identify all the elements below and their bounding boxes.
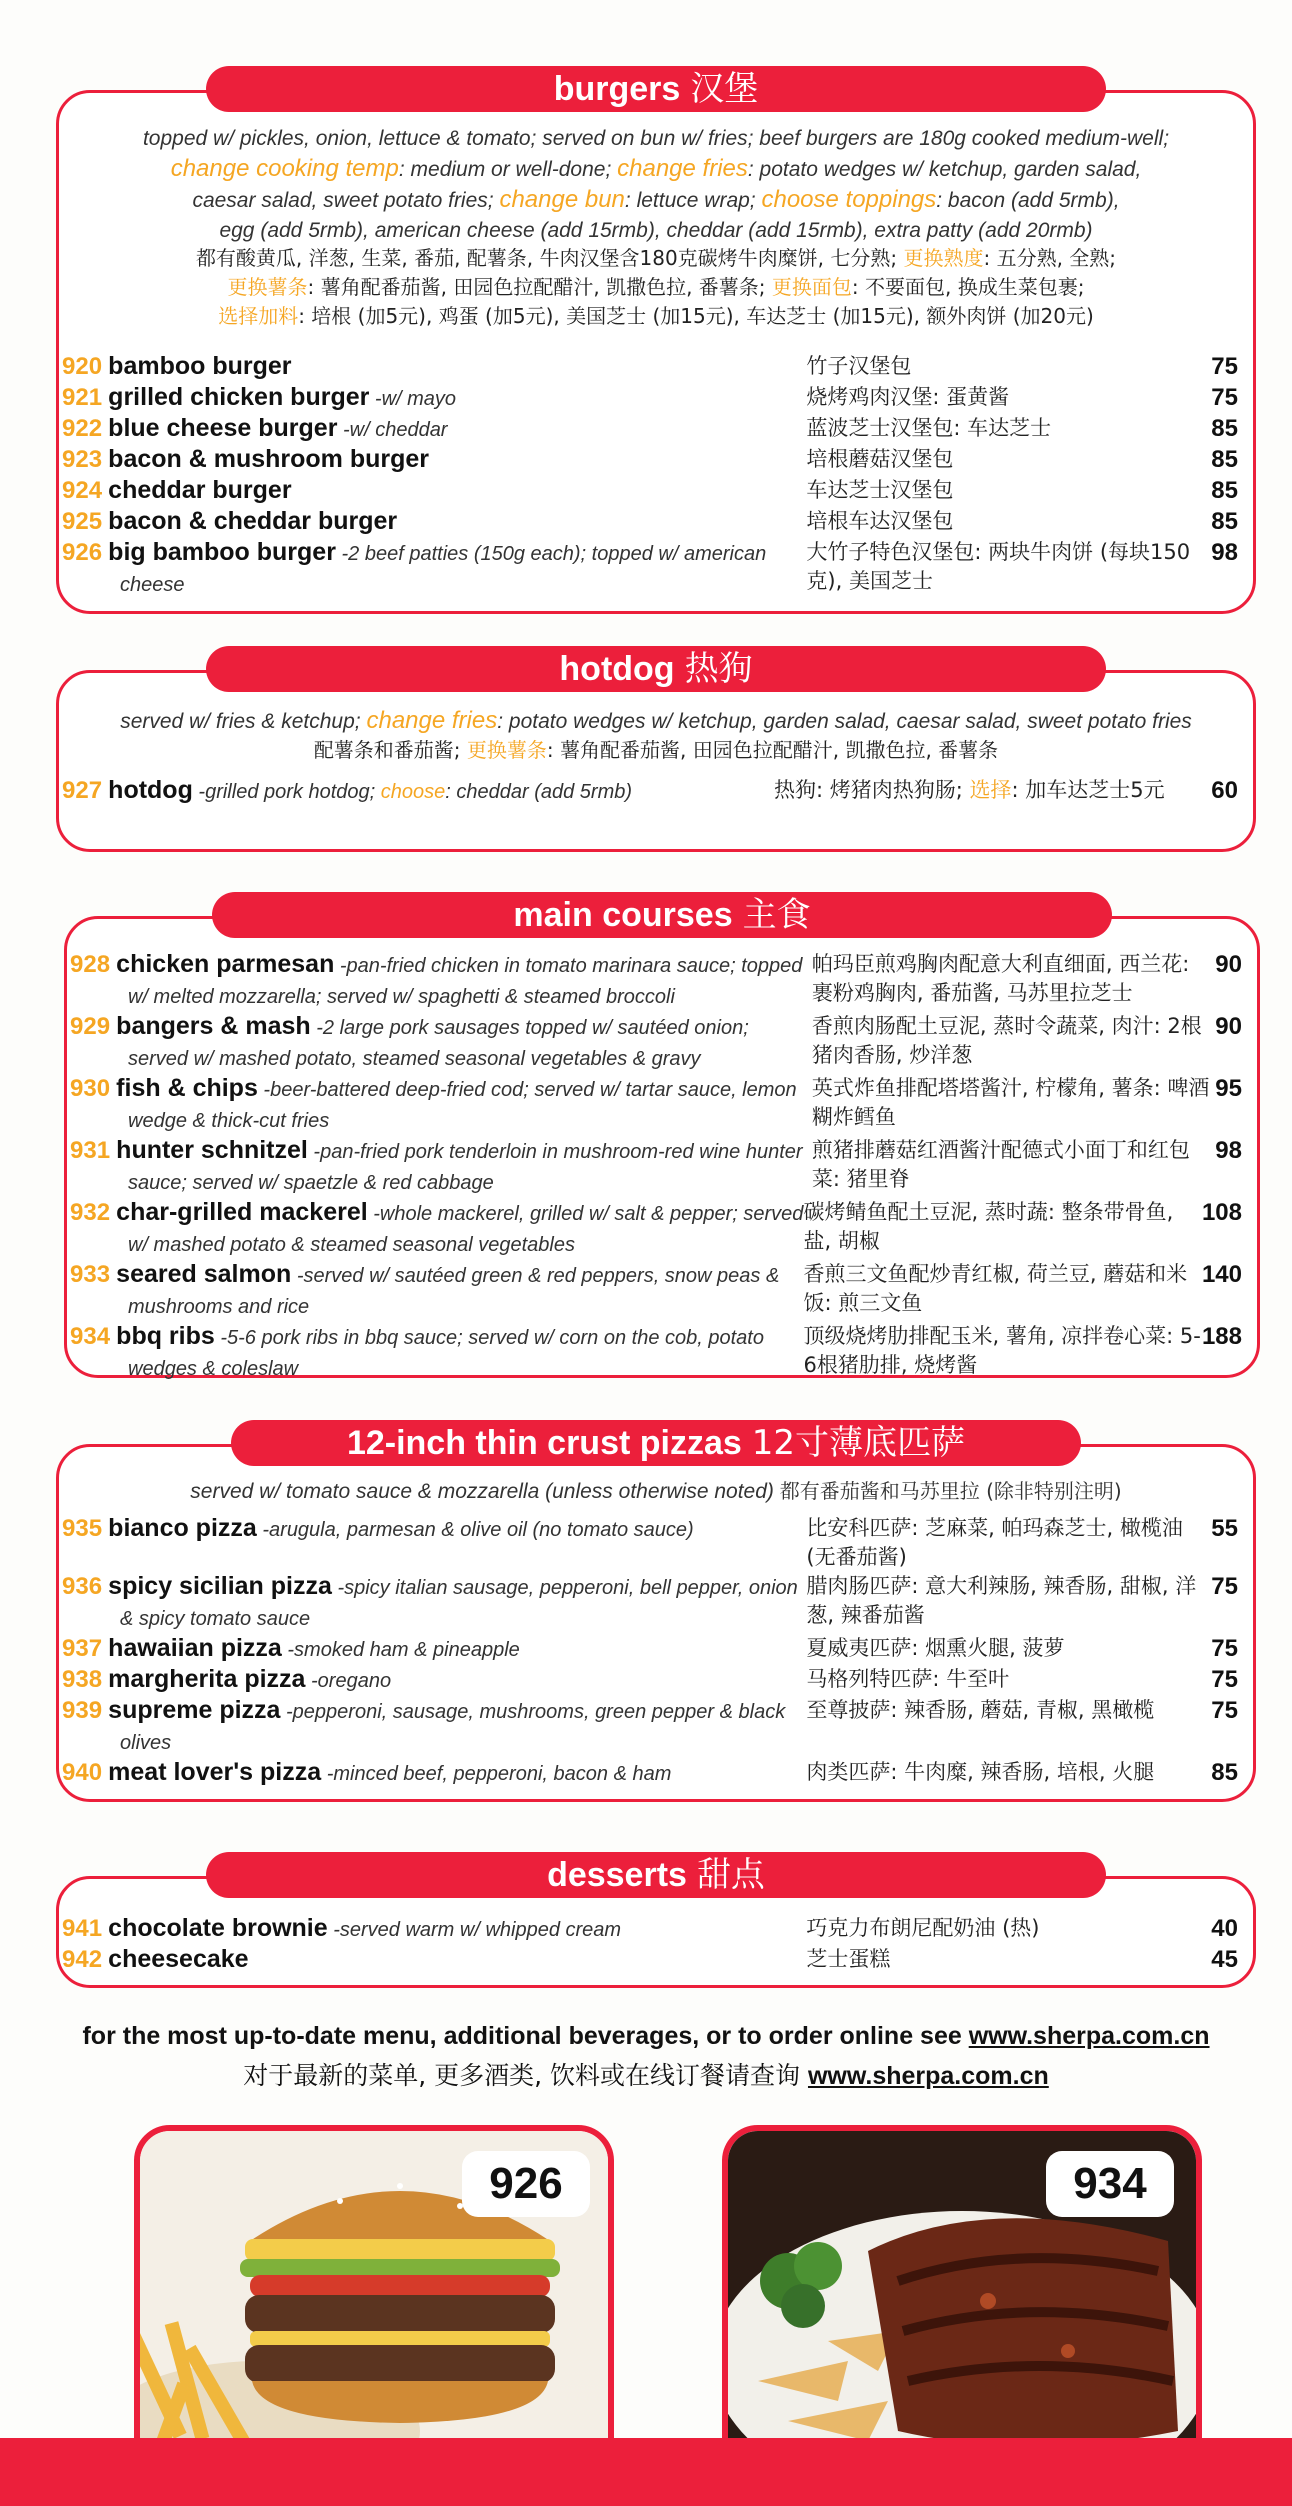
option-label: choose	[380, 781, 446, 803]
item-zh: 香煎肉肠配土豆泥, 蒸时令蔬菜, 肉汁: 2根猪肉香肠, 炒洋葱	[811, 1014, 1202, 1067]
burgers-banner	[206, 66, 1106, 112]
menu-item	[62, 352, 1238, 383]
item-number: 922	[62, 415, 103, 442]
intro-text: 都有酸黄瓜, 洋葱, 生菜, 番茄, 配薯条, 牛肉汉堡含180克碳烤牛肉糜饼, 七分熟;	[195, 246, 904, 270]
section-title-zh: 甜点	[696, 1855, 765, 1895]
item-zh: 至尊披萨: 辣香肠, 蘑菇, 青椒, 黑橄榄	[806, 1698, 1155, 1722]
item-name: cheddar burger	[108, 476, 292, 504]
item-zh	[774, 776, 1194, 805]
item-number: 939	[62, 1697, 103, 1724]
item-zh: 芝士蛋糕	[806, 1947, 891, 1971]
item-price: 90	[1215, 951, 1242, 978]
item-zh: 蓝波芝士汉堡包: 车达芝士	[806, 416, 1052, 440]
item-number: 932	[70, 1199, 111, 1226]
hotdog-banner	[206, 646, 1106, 692]
item-zh-text: 热狗: 烤猪肉热狗肠;	[774, 778, 970, 802]
item-en	[62, 1572, 806, 1634]
item-zh: 大竹子特色汉堡包: 两块牛肉饼 (每块150克), 美国芝士	[806, 540, 1191, 593]
item-number: 925	[62, 508, 103, 535]
item-name: chicken parmesan	[116, 950, 335, 978]
pizzas-banner	[231, 1420, 1081, 1466]
item-name: bacon & mushroom burger	[108, 445, 430, 473]
intro-zh-line	[76, 302, 1236, 331]
burger-photo	[134, 2125, 614, 2487]
item-name: char-grilled mackerel	[116, 1198, 368, 1226]
menu-item	[62, 1696, 1238, 1758]
item-name: margherita pizza	[108, 1665, 306, 1693]
pizzas-item-list	[62, 1514, 1238, 1789]
desserts-item-list	[62, 1914, 1238, 1976]
menu-item	[62, 383, 1238, 414]
item-name: bangers & mash	[116, 1012, 311, 1040]
item-en	[62, 1696, 806, 1758]
item-number: 933	[70, 1261, 111, 1288]
section-title-zh: 热狗	[684, 649, 753, 689]
desserts-section	[56, 1852, 1256, 1988]
item-desc: -2 beef patties (150g each); topped w/ american cheese	[120, 543, 767, 596]
item-desc: -oregano	[305, 1670, 392, 1692]
item-en	[62, 1514, 806, 1545]
item-number: 934	[70, 1323, 111, 1350]
item-number: 924	[62, 477, 103, 504]
item-en	[70, 1198, 803, 1260]
intro-text: : bacon (add 5rmb),	[936, 189, 1120, 212]
item-price: 98	[1211, 539, 1238, 566]
item-desc: -minced beef, pepperoni, bacon & ham	[321, 1763, 672, 1785]
intro-text: : 薯角配番茄酱, 田园色拉配醋汁, 凯撒色拉, 番薯条;	[307, 275, 772, 299]
bottom-bar	[0, 2438, 1292, 2506]
menu-item	[62, 476, 1238, 507]
item-number: 930	[70, 1075, 111, 1102]
item-zh: 香煎三文鱼配炒青红椒, 荷兰豆, 蘑菇和米饭: 煎三文鱼	[803, 1262, 1188, 1315]
intro-text: served w/ tomato sauce & mozzarella (unless otherwise noted)	[190, 1480, 780, 1503]
menu-item	[62, 1914, 1238, 1945]
burgers-section	[56, 66, 1256, 614]
item-zh: 英式炸鱼排配塔塔酱汁, 柠檬角, 薯条: 啤酒糊炸鳕鱼	[811, 1076, 1210, 1129]
footer-text: 对于最新的菜单, 更多酒类, 饮料或在线订餐请查询	[243, 2061, 808, 2090]
item-en	[62, 1758, 806, 1789]
item-en	[62, 352, 806, 383]
item-price: 75	[1211, 1635, 1238, 1662]
item-en	[70, 1136, 812, 1198]
intro-text: caesar salad, sweet potato fries;	[192, 189, 500, 212]
item-price: 75	[1211, 1573, 1238, 1600]
menu-item	[70, 1198, 1242, 1260]
menu-item	[62, 1634, 1238, 1665]
item-zh: 腊肉肠匹萨: 意大利辣肠, 辣香肠, 甜椒, 洋葱, 辣番茄酱	[806, 1574, 1197, 1627]
menu-item	[62, 507, 1238, 538]
item-number: 923	[62, 446, 103, 473]
item-desc: -pepperoni, sausage, mushrooms, green pepper & black olives	[120, 1701, 786, 1754]
menu-item	[70, 1012, 1242, 1074]
item-price: 85	[1211, 477, 1238, 504]
item-price: 108	[1201, 1199, 1242, 1226]
item-name: blue cheese burger	[108, 414, 338, 442]
item-number: 926	[62, 539, 103, 566]
item-zh: 培根蘑菇汉堡包	[806, 447, 954, 471]
menu-item	[62, 445, 1238, 476]
item-price: 75	[1211, 1666, 1238, 1693]
item-zh: 帕玛臣煎鸡胸肉配意大利直细面, 西兰花: 裹粉鸡胸肉, 番茄酱, 马苏里拉芝士	[811, 952, 1190, 1005]
item-desc: -spicy italian sausage, pepperoni, bell pepper, onion & spicy tomato sauce	[120, 1577, 798, 1630]
item-number: 937	[62, 1635, 103, 1662]
item-desc: -smoked ham & pineapple	[281, 1639, 520, 1661]
item-en	[70, 1074, 812, 1136]
section-title: main courses	[513, 896, 733, 934]
item-number: 927	[62, 777, 103, 804]
intro-text: served w/ fries & ketchup;	[120, 710, 367, 733]
menu-item	[62, 1572, 1238, 1634]
item-name: grilled chicken burger	[108, 383, 370, 411]
item-number: 936	[62, 1573, 103, 1600]
item-en	[70, 1260, 803, 1322]
section-title: desserts	[547, 1856, 687, 1894]
item-en	[62, 476, 806, 507]
item-price: 85	[1211, 1759, 1238, 1786]
item-price: 55	[1211, 1515, 1238, 1542]
item-zh: 顶级烧烤肋排配玉米, 薯角, 凉拌卷心菜: 5-6根猪肋排, 烧烤酱	[803, 1324, 1201, 1377]
item-en	[62, 776, 774, 807]
option-label: 更换熟度	[903, 246, 984, 270]
item-price: 188	[1201, 1323, 1242, 1350]
item-price: 140	[1201, 1261, 1242, 1288]
intro-text: : medium or well-done;	[398, 158, 618, 181]
item-en	[62, 538, 806, 600]
item-price: 95	[1215, 1075, 1242, 1102]
intro-line: topped w/ pickles, onion, lettuce & tomato; served on bun w/ fries; beef burgers are 180g cooked medium-well;	[142, 127, 1170, 150]
item-desc: -w/ cheddar	[337, 419, 448, 441]
item-number: 942	[62, 1946, 103, 1973]
item-desc: -5-6 pork ribs in bbq sauce; served w/ corn on the cob, potato wedges & coleslaw	[128, 1327, 764, 1380]
intro-zh-line	[76, 273, 1236, 302]
item-price: 60	[1211, 777, 1238, 804]
item-en	[70, 950, 812, 1012]
footer-line-zh	[0, 2056, 1292, 2092]
section-title: burgers	[553, 70, 681, 108]
item-zh: 竹子汉堡包	[806, 354, 912, 378]
burgers-intro-zh	[76, 244, 1236, 331]
item-number: 928	[70, 951, 111, 978]
pizzas-intro	[96, 1476, 1216, 1507]
item-number: 921	[62, 384, 103, 411]
item-en	[70, 1012, 812, 1074]
section-title: 12-inch thin crust pizzas	[346, 1424, 742, 1462]
main-courses-banner	[212, 892, 1112, 938]
burgers-item-list	[62, 352, 1238, 600]
intro-zh-line	[76, 736, 1236, 765]
item-en	[62, 445, 806, 476]
item-desc: -served warm w/ whipped cream	[327, 1919, 622, 1941]
item-price: 98	[1215, 1137, 1242, 1164]
item-en	[62, 414, 806, 445]
footer-line-en	[0, 2022, 1292, 2051]
menu-item	[70, 1260, 1242, 1322]
intro-text: : 薯角配番茄酱, 田园色拉配醋汁, 凯撒色拉, 番薯条	[546, 738, 999, 762]
item-zh: 车达芝士汉堡包	[806, 478, 954, 502]
intro-text: : 不要面包, 换成生菜包裹;	[851, 275, 1085, 299]
section-title: hotdog	[559, 650, 675, 688]
menu-item	[62, 1665, 1238, 1696]
item-price: 85	[1211, 508, 1238, 535]
item-name: chocolate brownie	[108, 1914, 328, 1942]
main-courses-item-list	[70, 950, 1242, 1384]
intro-text: 配薯条和番茄酱;	[313, 738, 467, 762]
item-name: seared salmon	[116, 1260, 292, 1288]
item-en	[62, 1634, 806, 1665]
item-price: 75	[1211, 1697, 1238, 1724]
item-zh: 碳烤鲭鱼配土豆泥, 蒸时蔬: 整条带骨鱼, 盐, 胡椒	[803, 1200, 1174, 1253]
website-link[interactable]: www.sherpa.com.cn	[968, 2022, 1210, 2050]
menu-item	[70, 1136, 1242, 1198]
item-number: 938	[62, 1666, 103, 1693]
option-label: change fries	[366, 707, 498, 734]
option-label: 更换薯条	[466, 738, 547, 762]
item-name: bacon & cheddar burger	[108, 507, 398, 535]
hotdog-section	[56, 646, 1256, 852]
intro-line	[96, 1476, 1216, 1507]
item-number: 935	[62, 1515, 103, 1542]
item-desc: -served w/ sautéed green & red peppers, snow peas & mushrooms and rice	[128, 1265, 780, 1318]
menu-item	[70, 1074, 1242, 1136]
menu-item	[70, 1322, 1242, 1384]
menu-item	[62, 1945, 1238, 1976]
item-name: hawaiian pizza	[108, 1634, 282, 1662]
section-title-zh: 主食	[742, 895, 811, 935]
item-price: 90	[1215, 1013, 1242, 1040]
item-zh: 夏威夷匹萨: 烟熏火腿, 菠萝	[806, 1636, 1065, 1660]
menu-item	[62, 776, 1238, 807]
main-courses-section	[64, 892, 1260, 1378]
item-price: 40	[1211, 1915, 1238, 1942]
item-desc: -2 large pork sausages topped w/ sautéed onion; served w/ mashed potato, steamed seasonal vegetables & gravy	[128, 1017, 749, 1070]
intro-text: : lettuce wrap;	[624, 189, 762, 212]
hotdog-item-list	[62, 776, 1238, 807]
item-desc: -pan-fried pork tenderloin in mushroom-red wine hunter sauce; served w/ spaetzle & red cabbage	[128, 1141, 803, 1194]
item-zh: 比安科匹萨: 芝麻菜, 帕玛森芝士, 橄榄油 (无番茄酱)	[806, 1516, 1183, 1569]
item-zh: 煎猪排蘑菇红酒酱汁配德式小面丁和红包菜: 猪里脊	[811, 1138, 1190, 1191]
item-desc: : cheddar (add 5rmb)	[445, 781, 633, 803]
item-desc: -whole mackerel, grilled w/ salt & pepper; served w/ mashed potato & steamed seasonal vegetables	[128, 1203, 804, 1256]
option-label: 更换薯条	[227, 275, 308, 299]
item-en	[62, 507, 806, 538]
item-name: bbq ribs	[116, 1322, 215, 1350]
option-label: change fries	[617, 155, 748, 182]
item-number: 929	[70, 1013, 111, 1040]
item-desc: -beer-battered deep-fried cod; served w/ tartar sauce, lemon wedge & thick-cut fries	[128, 1079, 797, 1132]
item-number: 931	[70, 1137, 111, 1164]
item-desc: -arugula, parmesan & olive oil (no tomato sauce)	[256, 1519, 694, 1541]
intro-line	[96, 154, 1216, 185]
desserts-banner	[206, 1852, 1106, 1898]
item-desc: -w/ mayo	[369, 388, 457, 410]
item-name: big bamboo burger	[108, 538, 336, 566]
section-title-zh: 12寸薄底匹萨	[751, 1423, 966, 1463]
item-en	[62, 383, 806, 414]
intro-line	[96, 185, 1216, 216]
intro-text: : 培根 (加5元), 鸡蛋 (加5元), 美国芝士 (加15元), 车达芝士 (加15元), 额外肉饼 (加20元)	[298, 304, 1094, 328]
intro-text: : potato wedges w/ ketchup, garden salad,	[747, 158, 1142, 181]
item-zh: 烧烤鸡肉汉堡: 蛋黄酱	[806, 385, 1010, 409]
item-price: 45	[1211, 1946, 1238, 1973]
item-en	[62, 1914, 806, 1945]
option-label: 更换面包	[771, 275, 852, 299]
item-zh: 马格列特匹萨: 牛至叶	[806, 1667, 1010, 1691]
intro-zh-line	[76, 244, 1236, 273]
intro-text: : potato wedges w/ ketchup, garden salad, caesar salad, sweet potato fries	[497, 710, 1192, 733]
item-en	[62, 1945, 806, 1976]
item-number: 920	[62, 353, 103, 380]
item-name: bianco pizza	[108, 1514, 257, 1542]
item-en	[70, 1322, 803, 1384]
ribs-photo	[722, 2125, 1202, 2487]
item-number: 941	[62, 1915, 103, 1942]
item-desc: -pan-fried chicken in tomato marinara sauce; topped w/ melted mozzarella; served w/ spaghetti & steamed broccoli	[128, 955, 803, 1008]
item-price: 75	[1211, 353, 1238, 380]
intro-line: egg (add 5rmb), american cheese (add 15rmb), cheddar (add 15rmb), extra patty (add 20rmb)	[219, 219, 1093, 242]
option-label: 选择加料	[218, 304, 299, 328]
ribs-icon	[868, 2218, 1178, 2446]
item-price: 85	[1211, 415, 1238, 442]
option-label: change cooking temp	[170, 155, 399, 182]
burger-icon	[240, 2183, 560, 2423]
footer-text: for the most up-to-date menu, additional beverages, or to order online see	[82, 2022, 969, 2050]
item-name: cheesecake	[108, 1945, 249, 1973]
item-name: supreme pizza	[108, 1696, 281, 1724]
item-price: 85	[1211, 446, 1238, 473]
burgers-intro	[96, 124, 1216, 246]
website-link[interactable]: www.sherpa.com.cn	[807, 2062, 1049, 2090]
pizzas-section	[56, 1420, 1256, 1802]
photo-badge: 926	[462, 2151, 590, 2217]
option-label: choose toppings	[761, 186, 937, 213]
item-zh: 巧克力布朗尼配奶油 (热)	[806, 1916, 1040, 1940]
section-title-zh: 汉堡	[690, 69, 759, 109]
option-label: 选择	[969, 778, 1012, 802]
hotdog-intro-zh	[76, 736, 1236, 765]
menu-item	[62, 1514, 1238, 1572]
menu-item	[62, 538, 1238, 600]
intro-line	[96, 706, 1216, 737]
item-number: 940	[62, 1759, 103, 1786]
option-label: change bun	[499, 186, 625, 213]
item-price: 75	[1211, 384, 1238, 411]
item-name: hotdog	[108, 776, 193, 804]
item-zh: 培根车达汉堡包	[806, 509, 954, 533]
item-name: meat lover's pizza	[108, 1758, 322, 1786]
menu-item	[62, 414, 1238, 445]
intro-text: : 五分熟, 全熟;	[983, 246, 1117, 270]
hotdog-intro	[96, 706, 1216, 737]
item-desc: -grilled pork hotdog;	[192, 781, 381, 803]
item-zh: 肉类匹萨: 牛肉糜, 辣香肠, 培根, 火腿	[806, 1760, 1155, 1784]
item-name: bamboo burger	[108, 352, 292, 380]
item-name: hunter schnitzel	[116, 1136, 308, 1164]
item-en	[62, 1665, 806, 1696]
item-name: fish & chips	[116, 1074, 258, 1102]
intro-zh-text: 都有番茄酱和马苏里拉 (除非特别注明)	[779, 1479, 1122, 1503]
photo-badge: 934	[1046, 2151, 1174, 2217]
item-name: spicy sicilian pizza	[108, 1572, 332, 1600]
menu-item	[70, 950, 1242, 1012]
item-zh-text: : 加车达芝士5元	[1011, 778, 1165, 802]
menu-item	[62, 1758, 1238, 1789]
